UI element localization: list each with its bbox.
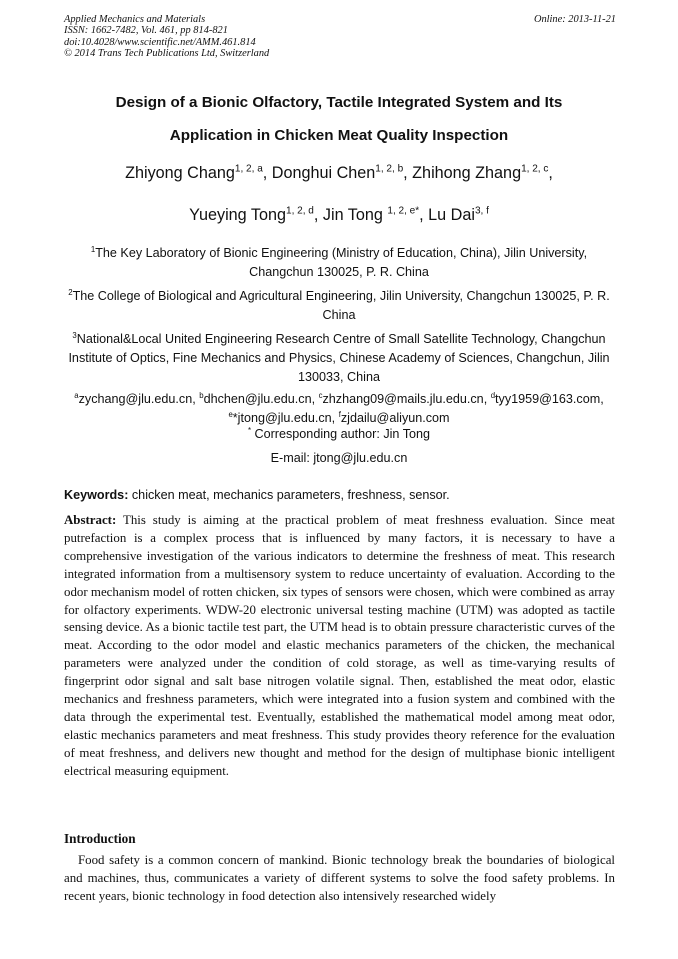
- author-name: Lu Dai: [428, 206, 475, 224]
- online-date: Online: 2013-11-21: [533, 14, 616, 25]
- email-link: zhzhang09@mails.jlu.edu.cn,: [322, 392, 491, 406]
- journal-name: Applied Mechanics and Materials: [64, 14, 206, 25]
- author-affiliation-marker: 1, 2, e*: [387, 205, 420, 217]
- affiliation-2: $^2$The College of Biological and Agricultural Engineering, Jilin University, Changchun 130025, P. R. China: [68, 287, 610, 322]
- contact-email: E-mail: jtong@jlu.edu.cn: [270, 451, 408, 465]
- email-link: *jtong@jlu.edu.cn,: [232, 411, 339, 425]
- author-name: Yueying Tong: [189, 206, 286, 224]
- abstract-text: This study is aiming at the practical problem of meat freshness evaluation. Since meat putrefaction is a complex process that is influenced by many factors, it is necessary to have a comprehensive investigation of the various indicators to determine the freshness of meat. This research integrated information from a multisensory system to reduce uncertainty of evaluation. According to the odor mechanism model of rotten chicken, six types of sensors were chosen, which were combined as array for olfactory experiments. WDW-20 electronic universal testing machine (UTM) was adopted as tactile sensing device. As a bionic tactile test part, the UTM head is to obtain pressure characteristic curves of the meat. According to the odor model and elastic mechanics parameters of the chicken, the mechanical parameters were analyzed under the condition of cold storage, as well as time-varying results of fingerprint odor signal and salt base nitrogen volatile signal. Then, established the meat odor, elastic mechanics and freshness parameters, which were integrated into a fusion system and combined with the data through the experimental test. Eventually, established the mathematical model among meat odor, elastic mechanics parameters and meat freshness. This study provides theory reference for the evaluation of meat freshness, and delivers new thought and method for the design of multiphase bionic intelligent electrical measuring equipment.: [64, 513, 615, 778]
- page-header: [64, 14, 616, 60]
- issn-line: ISSN: 1662-7482, Vol. 461, pp 814-821: [64, 25, 228, 37]
- email-link: zychang@jlu.edu.cn,: [78, 392, 200, 406]
- email-link: tyy1959@163.com,: [495, 392, 604, 406]
- author-affiliation-marker: 1, 2, a: [234, 163, 263, 175]
- corresponding-author: * Corresponding author: Jin Tong: [247, 425, 431, 441]
- author-affiliation-marker: 1, 2, c: [521, 163, 549, 175]
- author-affiliation-marker: 1, 2, b: [375, 163, 404, 175]
- author-affiliation-marker: 1, 2, d: [285, 205, 314, 217]
- keywords-text: chicken meat, mechanics parameters, freshness, sensor.: [128, 488, 450, 502]
- author-name: Jin Tong: [322, 206, 388, 224]
- section-heading-introduction: Introduction: [64, 831, 136, 846]
- author-name: Donghui Chen: [271, 164, 376, 182]
- author-list-line-1: Zhiyong Chang$^{1, 2, a}$, Donghui Chen$^{1, 2, b}$, Zhihong Zhang$^{1, 2, c}$,: [125, 163, 553, 182]
- author-affiliation-marker: 3, f: [474, 205, 489, 217]
- author-name: Zhihong Zhang: [412, 164, 522, 182]
- abstract-label: Abstract:: [64, 513, 117, 527]
- doi-line: doi:10.4028/www.scientific.net/AMM.461.814: [64, 36, 256, 48]
- copyright-line: © 2014 Trans Tech Publications Ltd, Switzerland: [64, 48, 270, 60]
- email-link: zjdailu@aliyun.com: [340, 411, 450, 425]
- author-emails: $^a$zychang@jlu.edu.cn, $^b$dhchen@jlu.edu.cn, $^c$zhzhang09@mails.jlu.edu.cn, $^d$tyy1959@163.com, $^e$*jtong@jlu.edu.cn, $^f$zjdailu@aliyun.com: [74, 390, 604, 425]
- keywords: [64, 488, 450, 502]
- paper-title-line-1: Design of a Bionic Olfactory, Tactile Integrated System and Its: [115, 94, 563, 111]
- abstract: [64, 512, 615, 781]
- affiliation-3: $^3$National&Local United Engineering Research Centre of Small Satellite Technology, Changchun Institute of Optics, Fine Mechanics and Physics, Chinese Academy of Sciences, Changchun, Jilin 130033, China: [68, 330, 610, 384]
- introduction-text: Food safety is a common concern of mankind. Bionic technology break the boundaries of biological and machines, thus, communicates a variety of different systems to solve the food safety problems. In recent years, bionic technology in food detection also intensively researched widely: [64, 853, 615, 903]
- paper-title-line-2: Application in Chicken Meat Quality Inspection: [169, 127, 509, 144]
- author-list-line-2: Yueying Tong$^{1, 2, d}$, Jin Tong $^{1, 2, e*}$, Lu Dai$^{3, f}$: [189, 205, 489, 224]
- keywords-label: Keywords:: [64, 488, 129, 502]
- affiliation-1: $^1$The Key Laboratory of Bionic Engineering (Ministry of Education, China), Jilin University, Changchun 130025, P. R. China: [90, 244, 588, 279]
- author-name: Zhiyong Chang: [125, 164, 235, 182]
- email-link: dhchen@jlu.edu.cn,: [203, 392, 319, 406]
